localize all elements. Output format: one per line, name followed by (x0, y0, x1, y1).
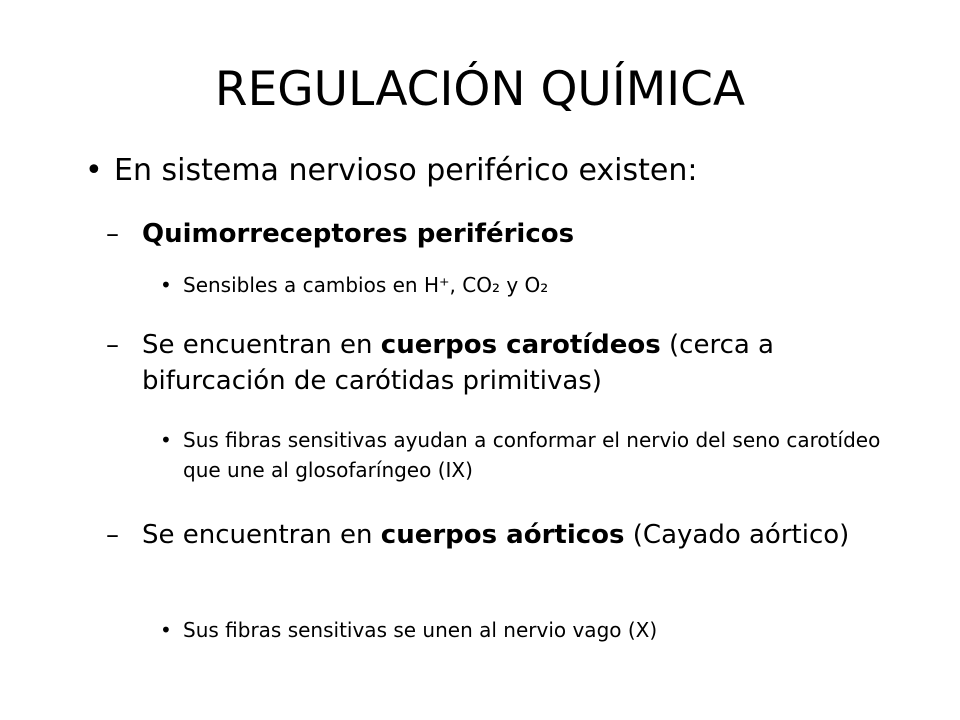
item-suffix: (Cayado aórtico) (624, 520, 850, 550)
item-heading-quimorreceptores (142, 216, 902, 252)
item-text-carotideos (142, 327, 902, 399)
bullet-marker: • (160, 273, 172, 297)
dash-marker: – (106, 330, 119, 360)
item-text-aorticos (142, 517, 902, 553)
item-prefix: Se encuentran en (142, 330, 381, 360)
bold-term: cuerpos aórticos (380, 520, 625, 550)
bold-term: Quimorreceptores periféricos (142, 219, 575, 249)
item-suffix: (cerca a bifurcación de carótidas primitivas) (142, 330, 774, 396)
bullet-marker: • (85, 153, 103, 188)
slide-title: REGULACIÓN QUÍMICA (214, 62, 746, 117)
sub-item-text: Sus fibras sensitivas se unen al nervio vago (X) (183, 618, 658, 642)
bullet-marker: • (160, 428, 172, 452)
dash-marker: – (106, 219, 119, 249)
dash-marker: – (106, 520, 119, 550)
bullet-marker: • (160, 618, 172, 642)
bold-term: cuerpos carotídeos (380, 330, 661, 360)
sub-item-text: Sus fibras sensitivas ayudan a conformar el nervio del seno carotídeo que une al glosofaríngeo (IX) (183, 428, 881, 482)
sub-item-text: Sensibles a cambios en H⁺, CO₂ y O₂ (183, 273, 549, 297)
item-prefix: Se encuentran en (142, 520, 381, 550)
intro-text: En sistema nervioso periférico existen: (114, 153, 698, 188)
